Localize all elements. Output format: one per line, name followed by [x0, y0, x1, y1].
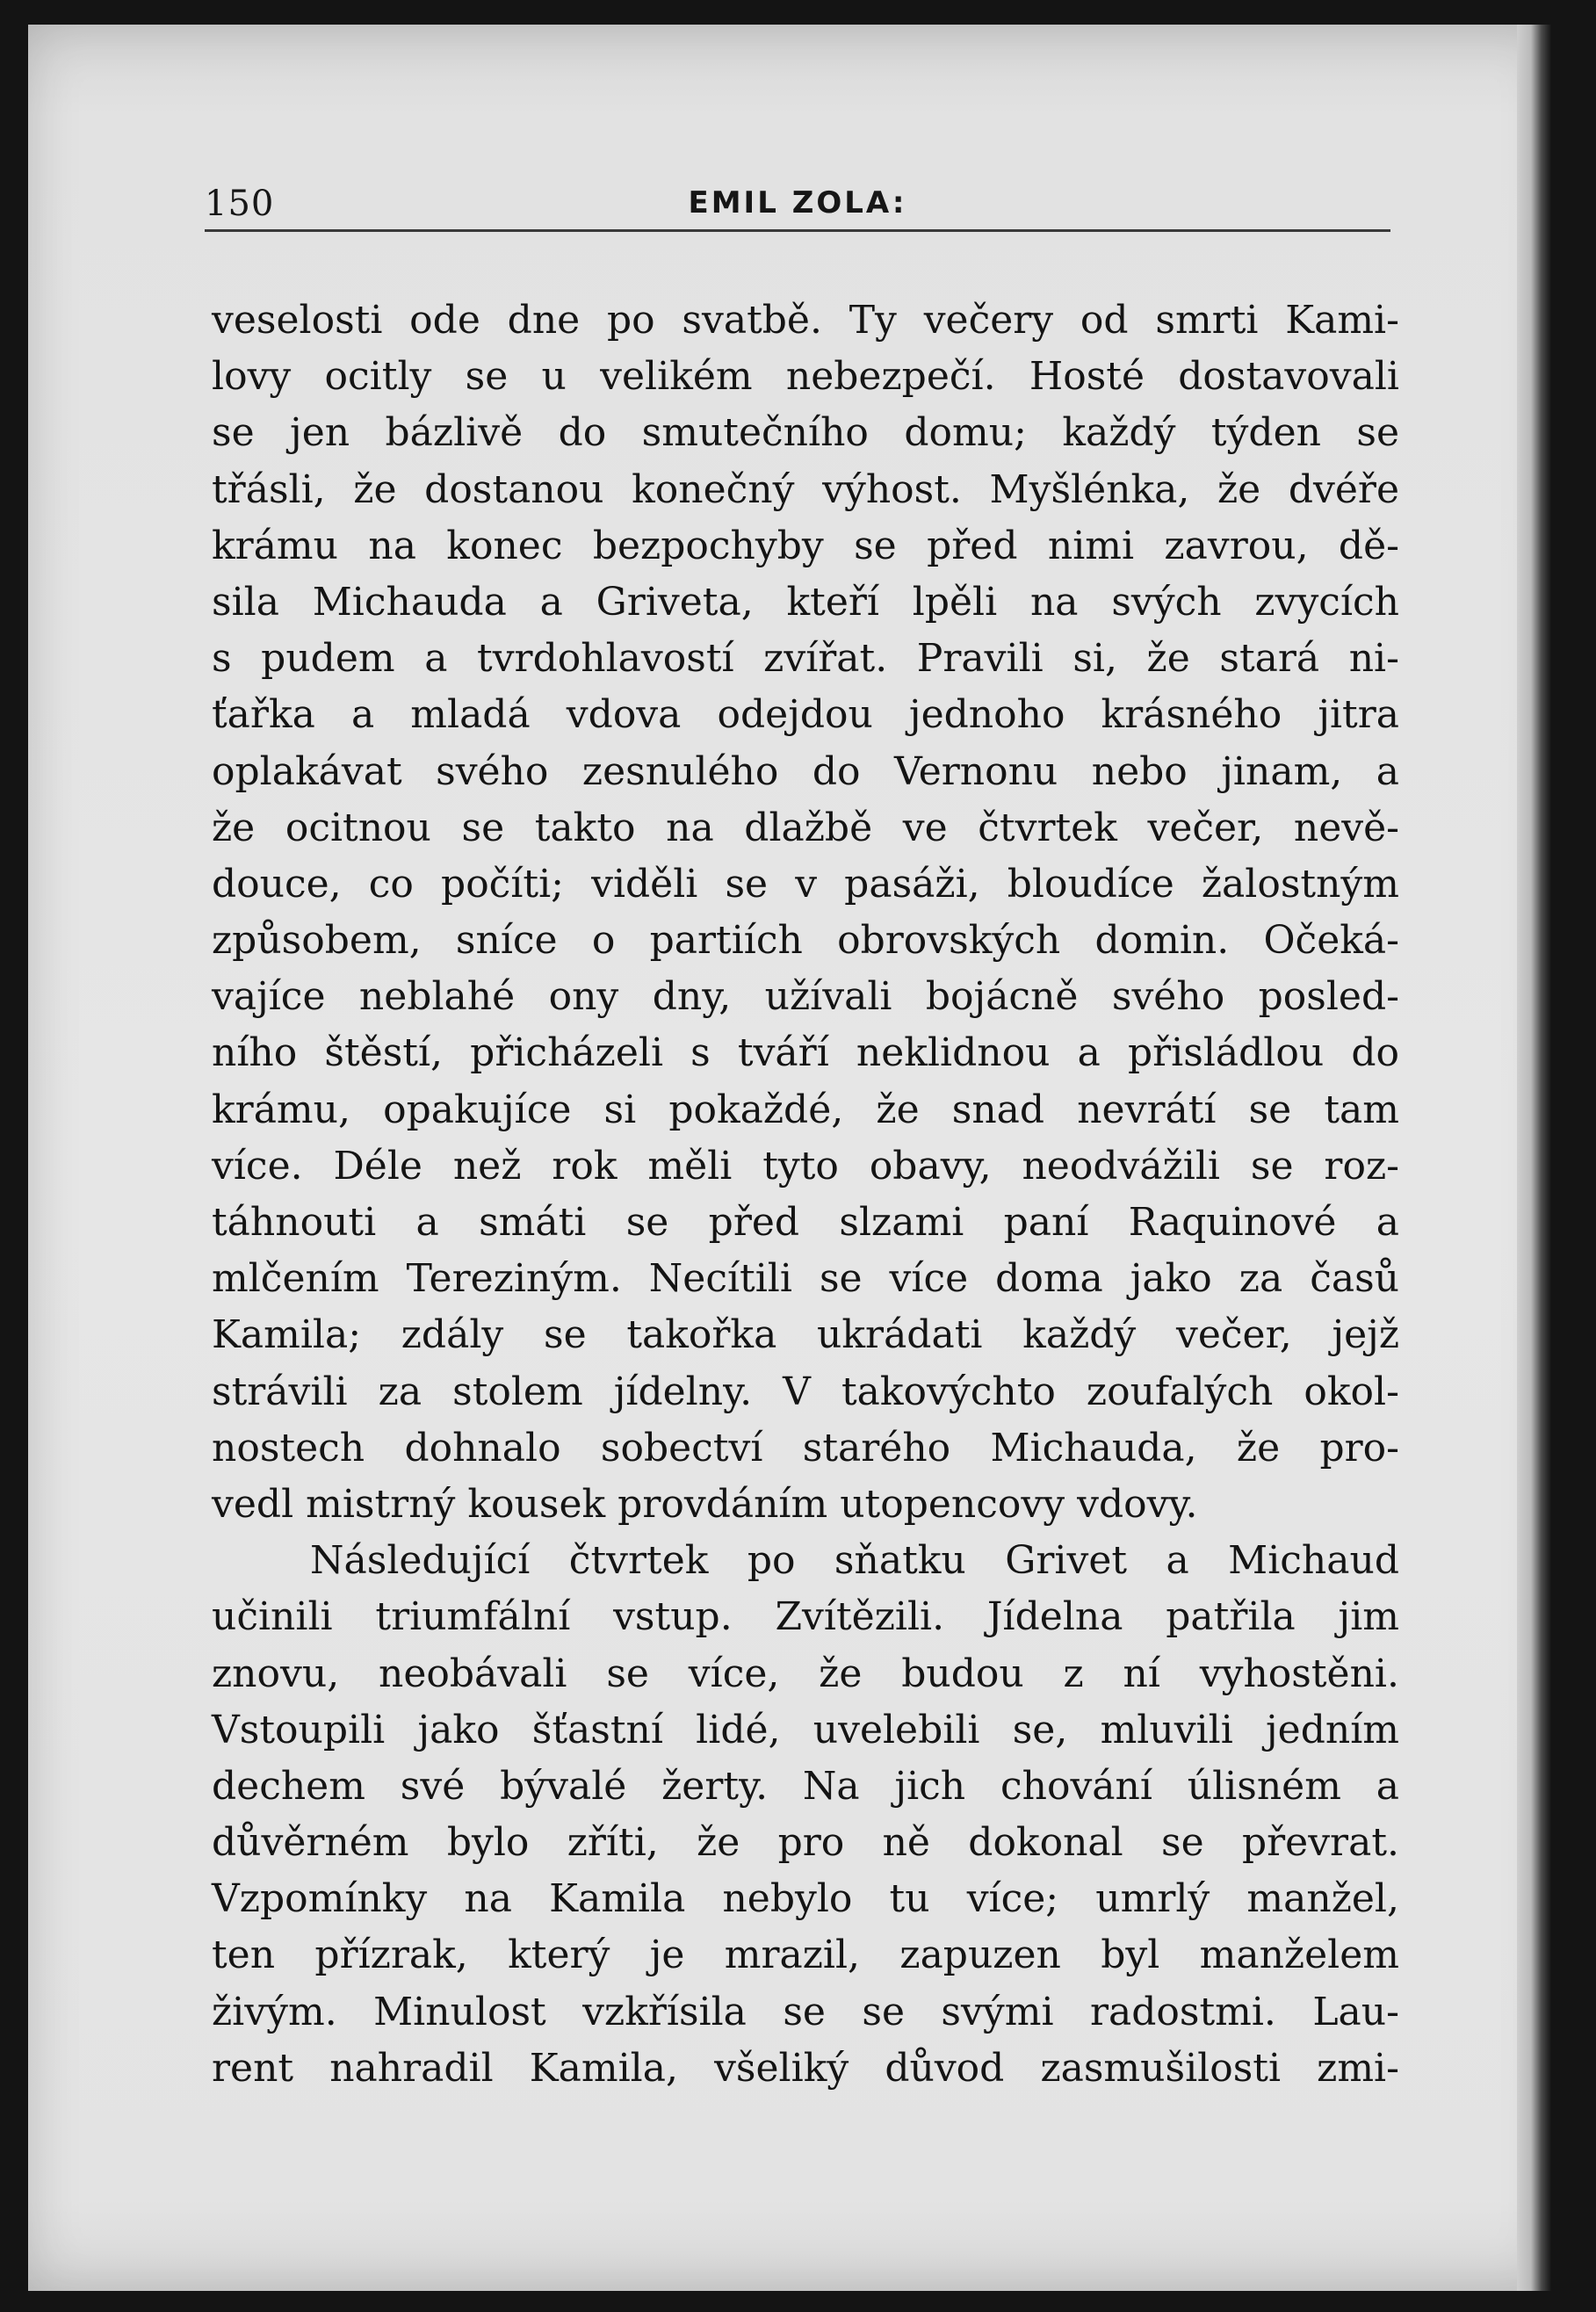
paragraph-last-line: vedl mistrný kousek provdáním utopencovy vdovy. — [212, 1481, 1198, 1527]
text-line: vajíce neblahé ony dny, užívali bojácně svého posled- — [212, 974, 1399, 1020]
text-line: se jen bázlivě do smutečního domu; každý týden se — [212, 410, 1399, 456]
text-line: že ocitnou se takto na dlažbě ve čtvrtek večer, nevě- — [212, 805, 1399, 850]
book-spine-shadow — [1517, 25, 1552, 2291]
page-number: 150 — [205, 184, 275, 224]
text-line: způsobem, sníce o partiích obrovských domin. Očeká- — [212, 918, 1399, 964]
page-header — [205, 180, 1390, 232]
text-line: více. Déle než rok měli tyto obavy, neodvážili se roz- — [212, 1143, 1399, 1189]
text-line: mlčením Tereziným. Necítili se více doma jako za časů — [212, 1256, 1399, 1302]
body-text — [212, 293, 1399, 2097]
text-line: Vzpomínky na Kamila nebylo tu více; umrlý manžel, — [212, 1876, 1399, 1922]
text-line: krámu, opakujíce si pokaždé, že snad nevrátí se tam — [212, 1087, 1399, 1132]
paragraph-first-line: Následující čtvrtek po sňatku Grivet a Michaud — [310, 1538, 1399, 1584]
text-line: třásli, že dostanou konečný výhost. Myšlénka, že dvéře — [212, 466, 1399, 512]
text-line: strávili za stolem jídelny. V takovýchto zoufalých okol- — [212, 1369, 1399, 1414]
text-line: oplakávat svého zesnulého do Vernonu nebo jinam, a — [212, 748, 1399, 794]
text-line: nostech dohnalo sobectví starého Michauda, že pro- — [212, 1425, 1399, 1470]
text-line: ťařka a mladá vdova odejdou jednoho krásného jitra — [212, 692, 1399, 738]
text-line: sila Michauda a Griveta, kteří lpěli na svých zvycích — [212, 579, 1399, 625]
text-line: Kamila; zdály se takořka ukrádati každý večer, jejž — [212, 1312, 1399, 1358]
text-line: ten přízrak, který je mrazil, zapuzen byl manželem — [212, 1933, 1399, 1978]
text-line: dechem své bývalé žerty. Na jich chování úlisném a — [212, 1763, 1399, 1809]
text-line: veselosti ode dne po svatbě. Ty večery od smrti Kami- — [212, 298, 1399, 343]
text-line: ního štěstí, přicházeli s tváří neklidnou a přisládlou do — [212, 1030, 1399, 1076]
text-line: krámu na konec bezpochyby se před nimi zavrou, dě- — [212, 523, 1399, 568]
text-line: učinili triumfální vstup. Zvítězili. Jídelna patřila jim — [212, 1594, 1399, 1640]
text-line: důvěrném bylo zříti, že pro ně dokonal se převrat. — [212, 1820, 1399, 1866]
running-head: EMIL ZOLA: — [688, 185, 907, 220]
text-line: lovy ocitly se u velikém nebezpečí. Hosté dostavovali — [212, 354, 1399, 400]
text-line: znovu, neobávali se více, že budou z ní vyhostěni. — [212, 1651, 1399, 1696]
text-line: rent nahradil Kamila, všeliký důvod zasmušilosti zmi- — [212, 2045, 1399, 2091]
text-line: s pudem a tvrdohlavostí zvířat. Pravili si, že stará ni- — [212, 636, 1399, 682]
text-line: živým. Minulost vzkřísila se se svými radostmi. Lau- — [212, 1989, 1399, 2034]
text-line: douce, co počíti; viděli se v pasáži, bloudíce žalostným — [212, 861, 1399, 907]
text-line: Vstoupili jako šťastní lidé, uvelebili se, mluvili jedním — [212, 1707, 1399, 1752]
text-line: táhnouti a smáti se před slzami paní Raquinové a — [212, 1200, 1399, 1245]
